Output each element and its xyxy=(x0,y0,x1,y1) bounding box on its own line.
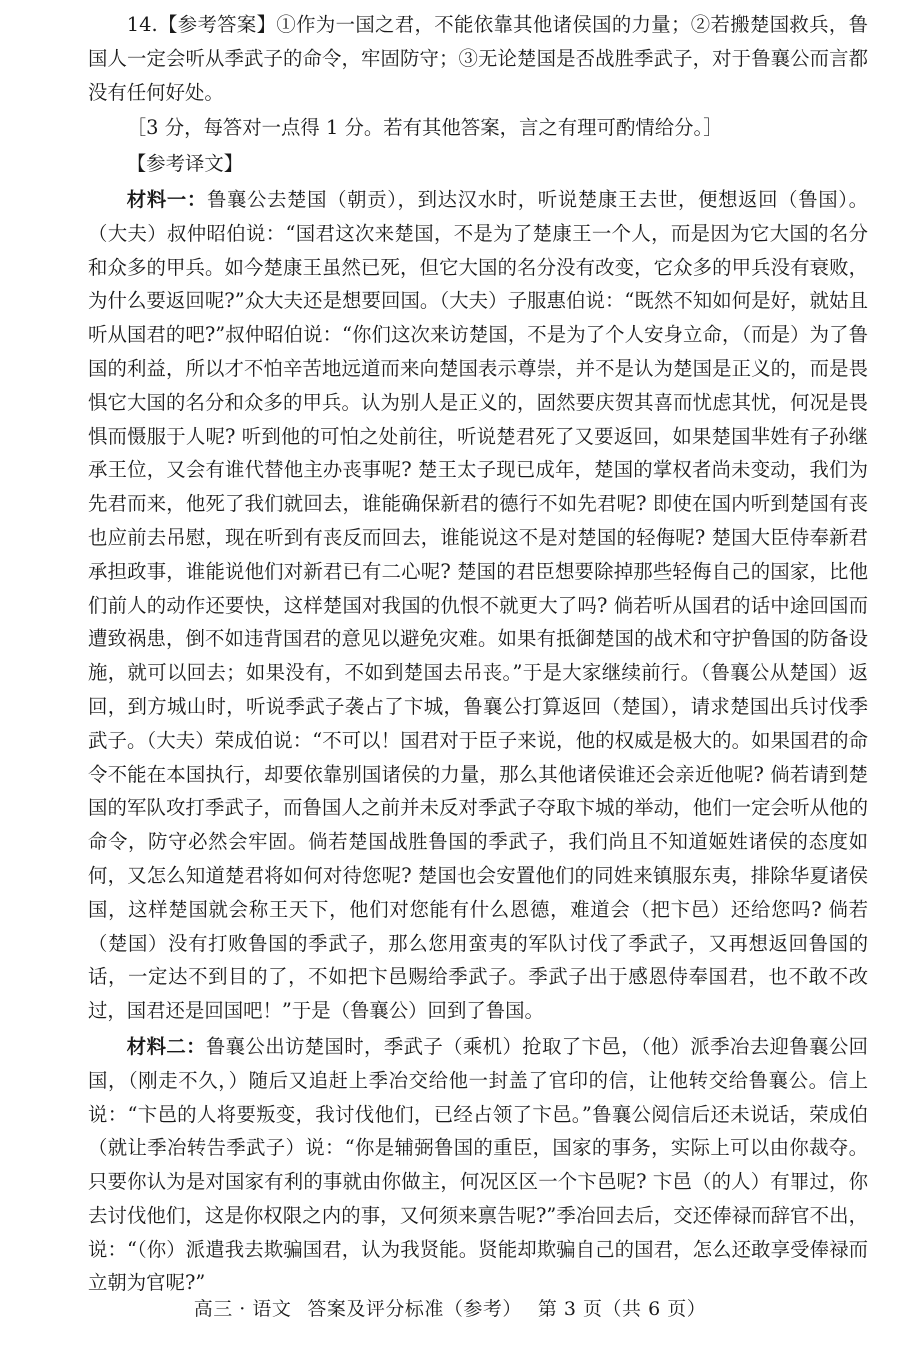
scoring-note: ［3 分，每答对一点得 1 分。若有其他答案，言之有理可酌情给分。］ xyxy=(126,116,723,140)
document-page xyxy=(88,8,868,1300)
material-2 xyxy=(49,1030,868,1300)
question-number: 14. xyxy=(126,13,158,36)
answer-14 xyxy=(49,8,868,109)
translation-heading: 【参考译文】 xyxy=(126,152,244,176)
page-footer xyxy=(0,1294,900,1321)
footer-doc-title: 答案及评分标准（参考） xyxy=(307,1298,522,1320)
material-1 xyxy=(49,183,868,1028)
footer-course: 高三 · 语文 xyxy=(193,1298,292,1320)
answer-text: ①作为一国之君，不能依靠其他诸侯国的力量；②若搬楚国救兵，鲁国人一定会听从季武子的命令，牢固防守；③无论楚国是否战胜季武子，对于鲁襄公而言都没有任何好处。 xyxy=(88,13,869,104)
material-1-label: 材料一： xyxy=(126,187,207,211)
material-1-text: 鲁襄公去楚国（朝贡），到达汉水时，听说楚康王去世，便想返回（鲁国）。（大夫）叔仲昭伯说：“国君这次来楚国，不是为了楚康王一个人，而是因为它大国的名分和众多的甲兵。如今楚康王虽然已死，但它大国的名分没有改变，它众多的甲兵没有衰败，为什么要返回呢?”众大夫还是想要回国。（大夫）子服惠伯说：“既然不知如何是好，就姑且听从国君的吧?”叔仲昭伯说：“你们这次来访楚国，不是为了个人安身立命，（而是）为了鲁国的利益，所以才不怕辛苦地远道而来向楚国表示尊崇，并不是认为楚国是正义的，而是畏惧它大国的名分和众多的甲兵。认为别人是正义的，固然要庆贺其喜而忧虑其忧，何况是畏惧而慑服于人呢? 听到他的可怕之处前往，听说楚君死了又要返回，如果楚国芈姓有子孙继承王位，又会有谁代替他主办丧事呢? 楚王太子现已成年，楚国的掌权者尚未变动，我们为先君而来，他死了我们就回去，谁能确保新君的德行不如先君呢? 即使在国内听到楚国有丧也应前去吊慰，现在听到有丧反而回去，谁能说这不是对楚国的轻侮呢? 楚国大臣侍奉新君承担政事，谁能说他们对新君已有二心呢? 楚国的君臣想要除掉那些轻侮自己的国家，比他们前人的动作还要快，这样楚国对我国的仇恨不就更大了吗? 倘若听从国君的话中途回国而遭致祸患，倒不如违背国君的意见以避免灾难。如果有抵御楚国的战术和守护鲁国的防备设施，就可以回去；如果没有，不如到楚国去吊丧。”于是大家继续前行。（鲁襄公从楚国）返回，到方城山时，听说季武子袭占了卞城，鲁襄公打算返回（楚国），请求楚国出兵讨伐季武子。（大夫）荣成伯说：“不可以！国君对于臣子来说，他的权威是极大的。如果国君的命令不能在本国执行，却要依靠别国诸侯的力量，那么其他诸侯谁还会亲近他呢? 倘若请到楚国的军队攻打季武子，而鲁国人之前并未反对季武子夺取卞城的举动，他们一定会听从他的命令，防守必然会牢固。倘若楚国战胜鲁国的季武子，我们尚且不知道姬姓诸侯的态度如何，又怎么知道楚君将如何对待您呢? 楚国也会安置他们的同姓来镇服东夷，排除华夏诸侯国，这样楚国就会称王天下，他们对您能有什么恩德，难道会（把卞邑）还给您吗? 倘若（楚国）没有打败鲁国的季武子，那么您用蛮夷的军队讨伐了季武子，又再想返回鲁国的话，一定达不到目的了，不如把卞邑赐给季武子。季武子出于感恩侍奉国君，也不敢不改过，国君还是回国吧！”于是（鲁襄公）回到了鲁国。 xyxy=(88,187,868,1023)
footer-page-number: 第 3 页（共 6 页） xyxy=(537,1298,707,1320)
answer-label: 【参考答案】 xyxy=(157,13,277,36)
material-2-label: 材料二： xyxy=(126,1034,206,1058)
material-2-text: 鲁襄公出访楚国时，季武子（乘机）抢取了卞邑，（他）派季冶去迎鲁襄公回国，（刚走不久，）随后又追赶上季冶交给他一封盖了官印的信，让他转交给鲁襄公。信上说：“卞邑的人将要叛变，我讨伐他们，已经占领了卞邑。”鲁襄公阅信后还未说话，荣成伯（就让季冶转告季武子）说：“你是辅弼鲁国的重臣，国家的事务，实际上可以由你裁夺。只要你认为是对国家有利的事就由你做主，何况区区一个卞邑呢? 卞邑（的人）有罪过，你去讨伐他们，这是你权限之内的事，又何须来禀告呢?”季冶回去后，交还俸禄而辞官不出，说：“（你）派遣我去欺骗国君，认为我贤能。贤能却欺骗自己的国君，怎么还敢享受俸禄而立朝为官呢?” xyxy=(88,1034,868,1295)
